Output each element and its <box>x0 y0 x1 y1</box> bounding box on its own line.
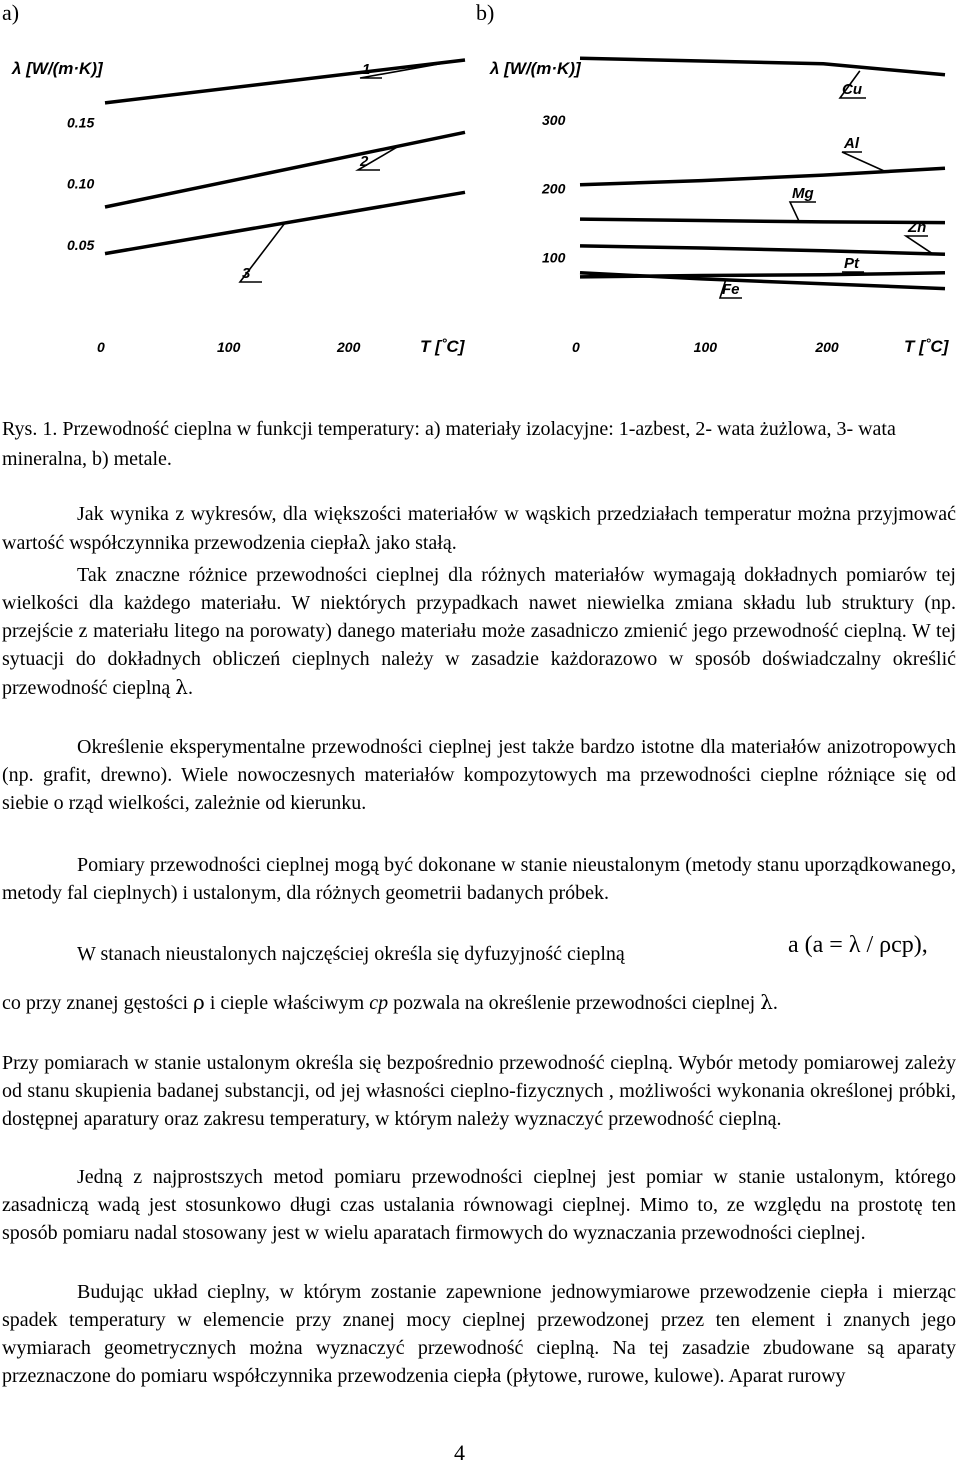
p1-text: Jak wynika z wykresów, dla większości materiałów w wąskich przedziałach temperatur można przyjmować wartość współczynnika przewodzenia ciepła <box>2 503 956 554</box>
series-label-pt: Pt <box>844 255 859 272</box>
x-tick-label: 200 <box>815 339 839 355</box>
series-label-3: 3 <box>242 265 251 282</box>
series-label-fe: Fe <box>722 281 740 298</box>
p6-end: pozwala na określenie przewodności cieplnej <box>393 992 756 1014</box>
series-line-zn <box>580 246 945 254</box>
diffusivity-formula: a (a = λ / ρcp), <box>788 932 928 958</box>
rho-symbol: ρ <box>193 990 205 1014</box>
series-label-mg: Mg <box>792 185 814 202</box>
x-tick-label: 0 <box>572 339 580 355</box>
x-tick-label: 200 <box>337 339 361 355</box>
series-line-al <box>580 168 945 185</box>
p6-mid: i cieple właściwym <box>209 992 365 1014</box>
p1-end: jako stałą. <box>370 532 457 554</box>
series-leader-al <box>842 152 884 171</box>
series-line-cu <box>580 58 945 75</box>
y-tick-label: 200 <box>542 180 566 197</box>
paragraph-7: Przy pomiarach w stanie ustalonym określa się bezpośrednio przewodność cieplną. Wybór metody pomiarowej zależy od stanu skupienia badanej substancji, od jej własności cieplno-fizycznych , możliwości wykonania określonej próbki, dostępnej aparatury oraz zakresu temperatury, w którym należy wyznaczyć przewodność cieplną. <box>2 1052 956 1130</box>
lambda-symbol: λ <box>357 530 371 554</box>
series-label-zn: Zn <box>908 219 927 236</box>
page-number: 4 <box>454 1440 465 1465</box>
series-line-mg <box>580 219 945 223</box>
y-tick-label: 0.15 <box>67 114 95 131</box>
series-label-al: Al <box>844 135 859 152</box>
series-label-2: 2 <box>360 153 369 170</box>
paragraph-4: Pomiary przewodności cieplnej mogą być dokonane w stanie nieustalonym (metody stanu uporządkowanego, metody fal cieplnych) i ustalonym, dla różnych geometrii badanych próbek. <box>2 854 956 904</box>
series-label-1: 1 <box>362 61 371 78</box>
paragraph-1 <box>2 500 956 557</box>
chart-a-insulation <box>0 40 470 370</box>
chart-b-metals <box>480 40 950 370</box>
x-tick-label: 100 <box>693 339 718 355</box>
series-line-1 <box>105 60 465 103</box>
paragraph-6 <box>2 988 956 1017</box>
x-tick-label: 100 <box>217 339 241 355</box>
paragraph-9: Budując układ cieplny, w którym zostanie zapewnione jednowymiarowe przewodzenie ciepła i mierząc spadek temperatury w elemencie przy znanej mocy cieplnej przewodzonej przez ten element i znanych jego wymiarach geometrycznych można wyznaczyć przewodność cieplną. Na tej zasadzie zbudowane są aparaty przeznaczone do pomiaru współczynnika przewodzenia ciepła (płytowe, rurowe, kulowe). Aparat rurowy <box>2 1281 956 1387</box>
cp-symbol: cp <box>369 992 389 1014</box>
y-tick-label: 300 <box>542 111 566 128</box>
paragraph-2 <box>2 561 956 702</box>
p2-end: . <box>187 677 193 699</box>
lambda-symbol: λ <box>175 675 188 699</box>
series-label-cu: Cu <box>842 81 862 98</box>
p6-start: co przy znanej gęstości <box>2 992 189 1014</box>
y-tick-label: 0.10 <box>67 175 95 192</box>
figure-caption: Rys. 1. Przewodność cieplna w funkcji temperatury: a) materiały izolacyjne: 1-azbest, 2- wata żużlowa, 3- wata mineralna, b) metale. <box>2 418 896 470</box>
series-leader-zn <box>906 236 933 254</box>
chart-b-xlabel: T [˚C] <box>904 337 949 356</box>
panel-b-label: b) <box>476 0 495 25</box>
panel-a-label: a) <box>2 0 20 25</box>
chart-a-xlabel: T [˚C] <box>420 337 465 356</box>
lambda-symbol: λ <box>760 990 773 1014</box>
x-tick-label: 0 <box>97 339 105 355</box>
p6-dot: . <box>772 992 778 1014</box>
series-line-2 <box>105 132 465 207</box>
chart-b-ylabel: λ [W/(m·K)] <box>490 59 581 78</box>
paragraph-8: Jedną z najprostszych metod pomiaru przewodności cieplnej jest pomiar w stanie ustalonym, którego zasadniczą wadą jest stosunkowo długi czas ustalania równowagi cieplnej. Mimo to, ze względu na prostotę ten sposób pomiaru nadal stosowany jest w wielu aparatach firmowych do wyznaczania przewodności cieplnej. <box>2 1166 956 1244</box>
y-tick-label: 0.05 <box>67 236 95 253</box>
series-leader-mg <box>790 202 816 221</box>
paragraph-5: W stanach nieustalonych najczęściej określa się dyfuzyjność cieplną <box>77 943 625 965</box>
y-tick-label: 100 <box>542 249 566 266</box>
p2-text: Tak znaczne różnice przewodności cieplnej dla różnych materiałów wymagają dokładnych pomiarów tej wielkości dla każdego materiału. W niektórych przypadkach nawet niewielka zmiana składu lub struktury (np. przejście z materiału litego na porowaty) danego materiału może zasadniczo zmienić jego przewodność cieplną. W tej sytuacji do dokładnych obliczeń cieplnych należy w zasadzie każdorazowo w sposób doświadczalny określić przewodność cieplną <box>2 564 956 699</box>
paragraph-3: Określenie eksperymentalne przewodności cieplnej jest także bardzo istotne dla materiałów anizotropowych (np. grafit, drewno). Wiele nowoczesnych materiałów kompozytowych ma przewodności cieplne różniące się od siebie o rząd wielkości, zależnie od kierunku. <box>2 736 956 814</box>
chart-a-ylabel: λ [W/(m·K)] <box>12 59 103 78</box>
